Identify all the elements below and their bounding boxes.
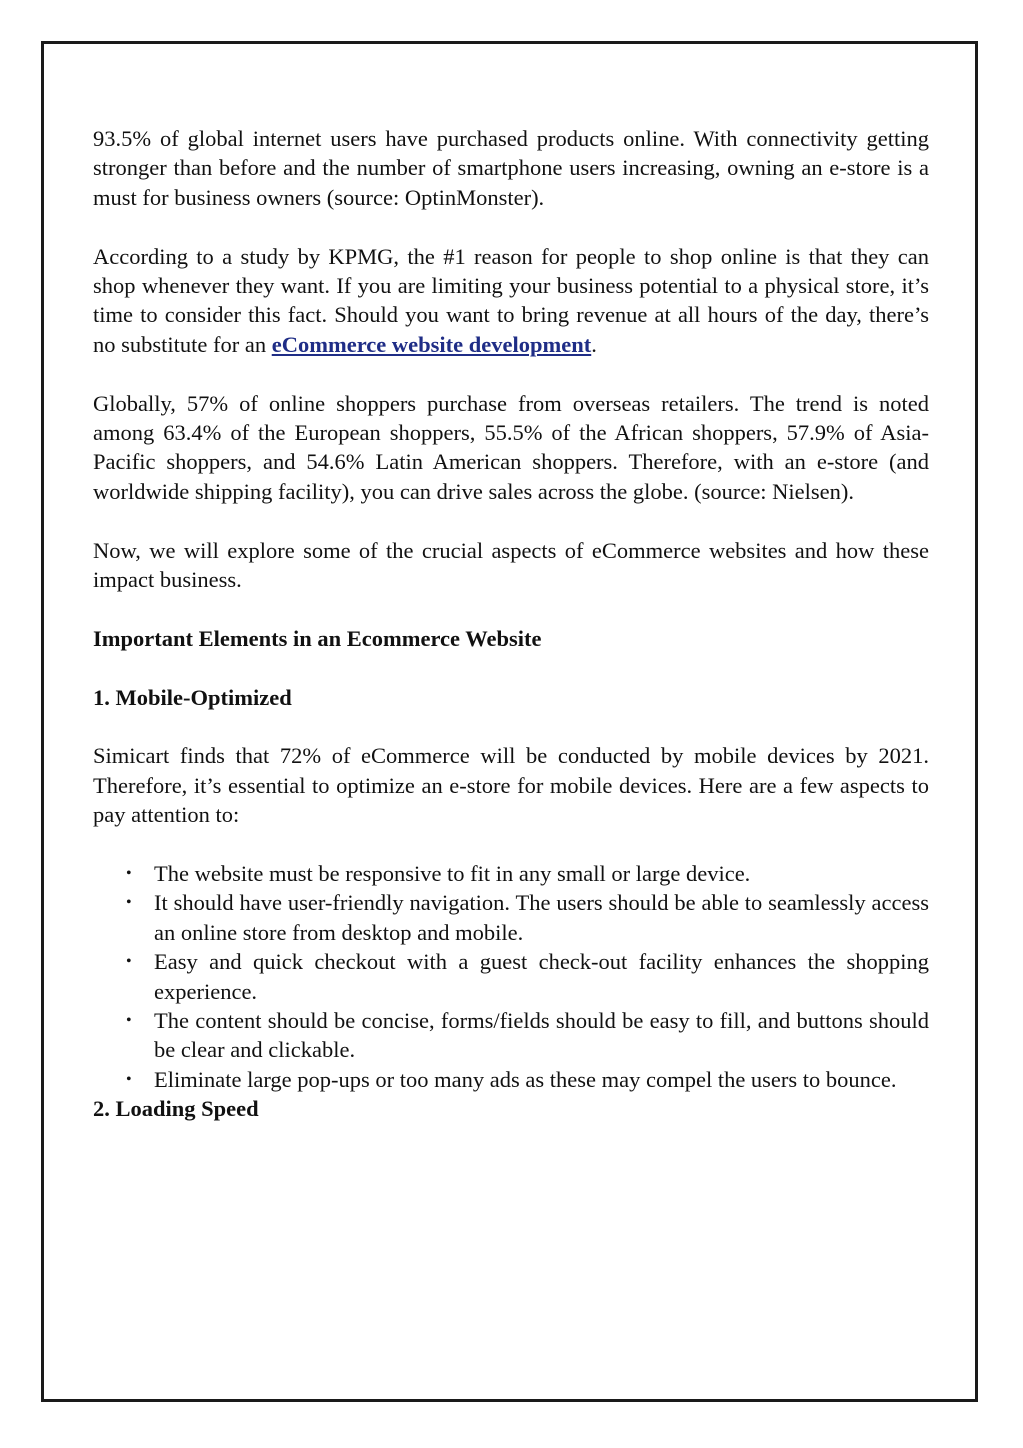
list-item-text: Eliminate large pop-ups or too many ads as these may compel the users to bounce. [154, 1066, 897, 1092]
global-shoppers-paragraph: Globally, 57% of online shoppers purchase from overseas retailers. The trend is noted among 63.4% of the European shoppers, 55.5% of the African shoppers, 57.9% of Asia-Pacific shoppers, and 54.6% Latin American shoppers. Therefore, with an e-store (and worldwide shipping facility), you can drive sales across the globe. (source: Nielsen). [93, 390, 929, 504]
mobile-paragraph: Simicart finds that 72% of eCommerce will be conducted by mobile devices by 2021. Therefore, it’s essential to optimize an e-store for mobile devices. Here are a few aspects to pay attention to: [93, 743, 929, 828]
bullet-icon: • [126, 865, 132, 883]
mobile-optimized-heading: 1. Mobile-Optimized [93, 684, 292, 710]
bullet-icon: • [126, 1070, 132, 1088]
section-heading: Important Elements in an Ecommerce Website [93, 625, 542, 651]
explore-paragraph: Now, we will explore some of the crucial aspects of eCommerce websites and how these impact business. [93, 537, 929, 593]
loading-speed-heading: 2. Loading Speed [93, 1096, 259, 1122]
kpmg-paragraph [93, 242, 929, 360]
ecommerce-development-link[interactable]: eCommerce website development [271, 331, 592, 357]
list-item [126, 888, 929, 947]
bullet-icon: • [126, 953, 132, 971]
list-item-text: The content should be concise, forms/fields should be easy to fill, and buttons should be clear and clickable. [154, 1008, 929, 1063]
intro-paragraph: 93.5% of global internet users have purchased products online. With connectivity getting stronger than before and the number of smartphone users increasing, owning an e-store is a must for business owners (source: OptinMonster). [93, 126, 929, 210]
document-body [93, 124, 929, 1124]
list-item-text: It should have user-friendly navigation. The users should be able to seamlessly access an online store from desktop and mobile. [154, 890, 929, 945]
list-item [126, 947, 929, 1006]
list-item-text: Easy and quick checkout with a guest check-out facility enhances the shopping experience. [154, 949, 929, 1004]
mobile-tips-list [93, 859, 929, 1094]
kpmg-paragraph-text: According to a study by KPMG, the #1 reason for people to shop online is that they can shop whenever they want. If you are limiting your business potential to a physical store, it’s time to consider this fact. Should you want to bring revenue at all hours of the day, there’s no substitute for an [93, 243, 929, 357]
kpmg-paragraph-end: . [591, 331, 597, 357]
list-item-text: The website must be responsive to fit in any small or large device. [154, 861, 751, 887]
bullet-icon: • [126, 894, 132, 912]
list-item [126, 1065, 929, 1094]
list-item [126, 859, 929, 888]
bullet-icon: • [126, 1012, 132, 1030]
list-item [126, 1006, 929, 1065]
